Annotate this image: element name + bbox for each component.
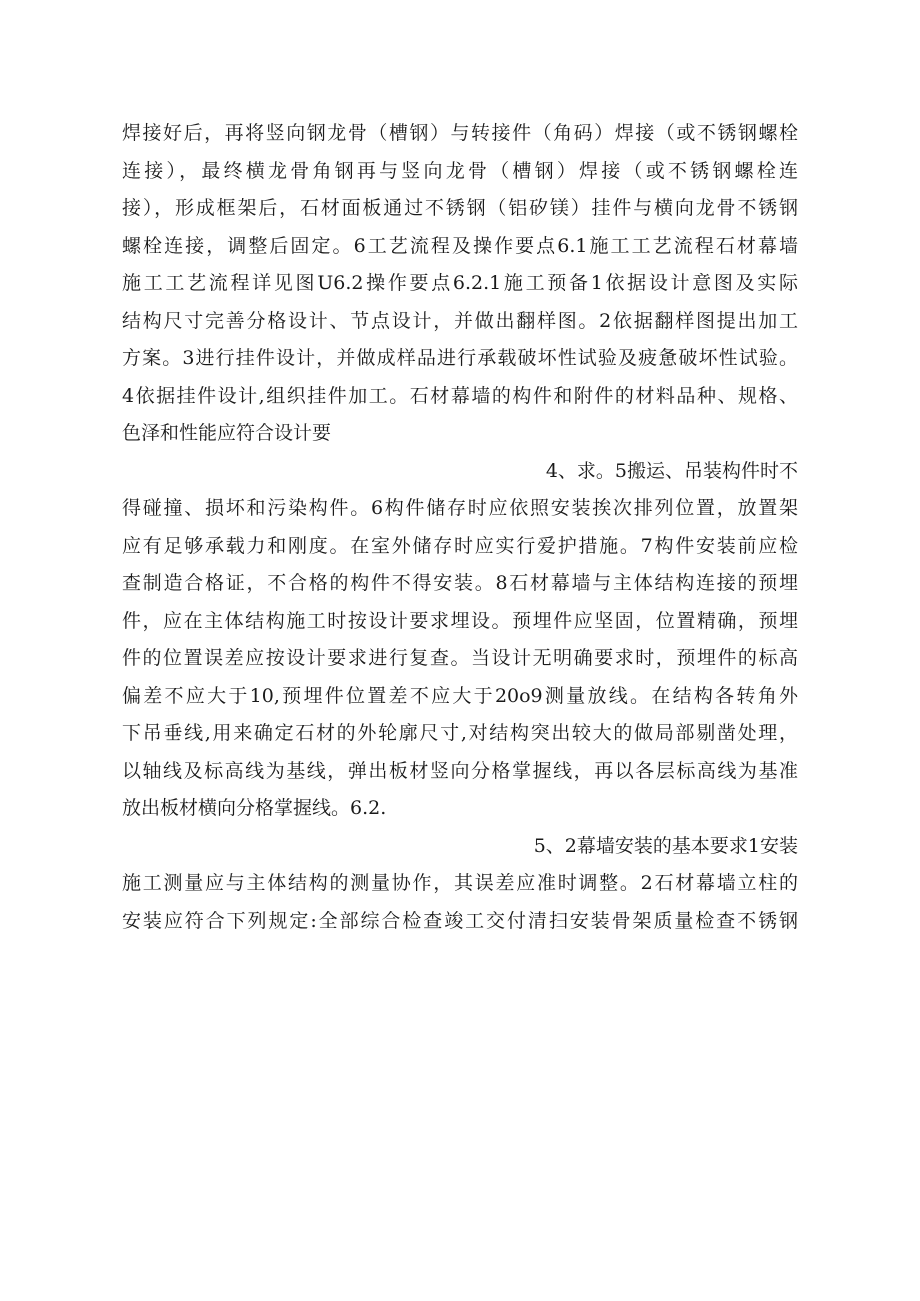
text-line: 施工工艺流程详见图U6.2操作要点6.2.1施工预备1依据设计意图及实际	[122, 272, 798, 294]
text-line: 连接），最终横龙骨角钢再与竖向龙骨（槽钢）焊接（或不锈钢螺栓连	[122, 159, 798, 182]
body-text	[122, 115, 798, 940]
text-line: 下吊垂线,用来确定石材的外轮廓尺寸,对结构突出较大的做局部剔凿处理，	[122, 722, 798, 744]
text-line: 应有足够承载力和刚度。在室外储存时应实行爱护措施。7构件安装前应检	[122, 534, 798, 557]
text-line: 施工测量应与主体结构的测量协作，其误差应准时调整。2石材幕墙立柱的	[122, 872, 798, 894]
text-line: 方案。3进行挂件设计，并做成样品进行承载破坏性试验及疲惫破坏性试验。	[122, 347, 798, 369]
text-line: 螺栓连接，调整后固定。6工艺流程及操作要点6.1施工工艺流程石材幕墙	[122, 234, 798, 257]
text-line: 查制造合格证，不合格的构件不得安装。8石材幕墙与主体结构连接的预埋	[122, 572, 798, 594]
text-line: 接），形成框架后，石材面板通过不锈钢（铝矽镁）挂件与横向龙骨不锈钢	[122, 197, 798, 219]
text-line: 色泽和性能应符合设计要	[122, 422, 332, 444]
text-line: 焊接好后，再将竖向钢龙骨（槽钢）与转接件（角码）焊接（或不锈钢螺栓	[122, 122, 798, 144]
text-line: 偏差不应大于10,预埋件位置差不应大于20o9测量放线。在结构各转角外	[122, 684, 798, 707]
text-line: 安装应符合下列规定:全部综合检查竣工交付清扫安装骨架质量检查不锈钢	[122, 909, 798, 932]
text-line: 件的位置误差应按设计要求进行复查。当设计无明确要求时，预埋件的标高	[122, 647, 798, 669]
text-line: 得碰撞、损坏和污染构件。6构件储存时应依照安装挨次排列位置，放置架	[122, 497, 798, 519]
text-line: 4、求。5搬运、吊装构件时不	[545, 459, 798, 482]
text-line: 结构尺寸完善分格设计、节点设计，并做出翻样图。2依据翻样图提出加工	[122, 309, 798, 332]
text-line: 5、2幕墙安装的基本要求1安装	[533, 834, 798, 857]
text-line: 4依据挂件设计,组织挂件加工。石材幕墙的构件和附件的材料品种、规格、	[122, 384, 798, 407]
text-line: 以轴线及标高线为基线，弹出板材竖向分格掌握线，再以各层标高线为基准	[122, 759, 798, 782]
text-line: 放出板材横向分格掌握线。6.2.	[122, 797, 387, 819]
text-line: 件，应在主体结构施工时按设计要求埋设。预埋件应坚固，位置精确，预埋	[122, 609, 798, 632]
